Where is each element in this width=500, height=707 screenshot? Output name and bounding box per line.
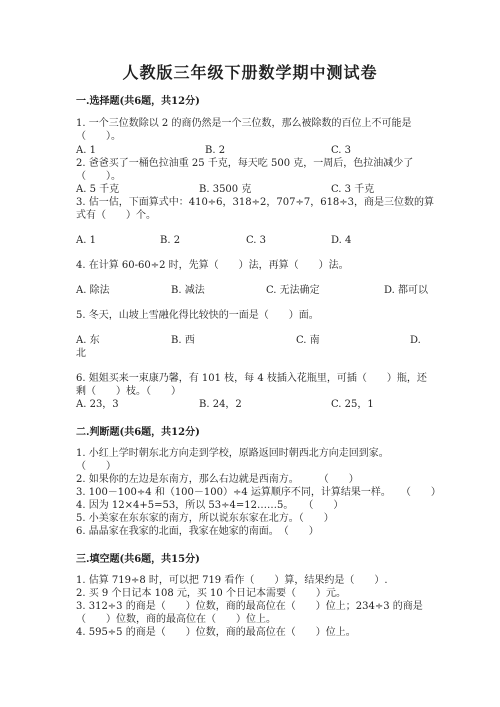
section-heading-fill: 三.填空题(共6题，共15分) [76, 554, 200, 565]
option-d-wrap: 北 [76, 348, 86, 359]
question-text: 1. 小红上学时朝东北方向走到学校，原路返回时朝西北方向走回到家。 [76, 448, 389, 459]
question-text: 5. 冬天，山坡上雪融化得比较快的一面是（ ）面。 [76, 310, 319, 321]
page-title: 人教版三年级下册数学期中测试卷 [122, 63, 378, 82]
question-text: （ ）。 [76, 171, 121, 182]
question-text: 2. 如果你的左边是东南方，那么右边就是西南方。 （ ） [76, 474, 359, 485]
option-c: C. 3 [331, 145, 352, 156]
question-text: （ ）位数，商的最高位在（ ）位上。 [76, 614, 276, 625]
question-text: 1. 估算 719÷8 时，可以把 719 看作（ ）算，结果约是（ ）. [76, 575, 388, 586]
question-text: 5. 小美家在东东家的南方，所以说东东家在北方。（ ） [76, 513, 334, 524]
question-text: 4. 595÷5 的商是（ ）位数，商的最高位在（ ）位上。 [76, 627, 356, 638]
question-text: 6. 姐姐买来一束康乃馨，有 101 枝，每 4 枝插入花瓶里，可插（ ）瓶，还 [76, 373, 427, 384]
question-text: 3. 312÷3 的商是（ ）位数，商的最高位在（ ）位上；234÷3 的商是 [76, 601, 423, 612]
option-c: C. 南 [296, 335, 320, 346]
option-c: C. 25，1 [331, 399, 374, 410]
option-a: A. 1 [76, 145, 96, 156]
option-c: C. 3 [246, 235, 267, 246]
option-b: B. 2 [205, 145, 226, 156]
question-text: 1. 一个三位数除以 2 的商仍然是一个三位数，那么被除数的百位上不可能是 [76, 118, 412, 129]
question-text: （ ）。 [76, 131, 121, 142]
question-text: 2. 买 9 个日记本 108 元，买 10 个日记本需要（ ）元。 [76, 588, 346, 599]
section-heading-choice: 一.选择题(共6题，共12分) [76, 96, 200, 107]
question-text: 剩（ ）枝。（ ） [76, 386, 181, 397]
option-b: B. 24，2 [199, 399, 242, 410]
option-b: B. 减法 [171, 285, 205, 296]
option-a: A. 1 [76, 235, 96, 246]
option-c: C. 无法确定 [266, 285, 320, 296]
section-heading-judge: 二.判断题(共6题，共12分) [76, 427, 200, 438]
question-text: 4. 因为 12×4+5=53，所以 53÷4=12……5。 （ ） [76, 500, 344, 511]
option-a: A. 23，3 [76, 399, 119, 410]
option-a: A. 除法 [76, 285, 110, 296]
question-text: 4. 在计算 60-60÷2 时，先算（ ）法，再算（ ）法。 [76, 260, 349, 271]
option-a: A. 5 千克 [76, 184, 120, 195]
question-text: 3. 估一估，下面算式中：410÷6，318÷2，707÷7，618÷3，商是三位数的算 [76, 197, 435, 208]
question-text: 2. 爸爸买了一桶色拉油重 25 千克，每天吃 500 克，一周后，色拉油减少了 [76, 158, 414, 169]
option-d: D. 4 [331, 235, 352, 246]
question-text: 式有（ ）个。 [76, 210, 156, 221]
option-a: A. 东 [76, 335, 100, 346]
question-text: 6. 晶晶家在我家的北面，我家在她家的南面。 （ ） [76, 526, 319, 537]
question-text: （ ） [76, 461, 116, 472]
option-c: C. 3 千克 [331, 184, 375, 195]
question-text: 3. 100－100÷4 和（100－100）÷4 运算顺序不同，计算结果一样。 （ ） [76, 487, 441, 498]
option-d: D. [410, 335, 421, 346]
option-d: D. 都可以 [384, 285, 429, 296]
option-b: B. 3500 克 [199, 184, 252, 195]
option-b: B. 西 [171, 335, 195, 346]
option-b: B. 2 [160, 235, 181, 246]
